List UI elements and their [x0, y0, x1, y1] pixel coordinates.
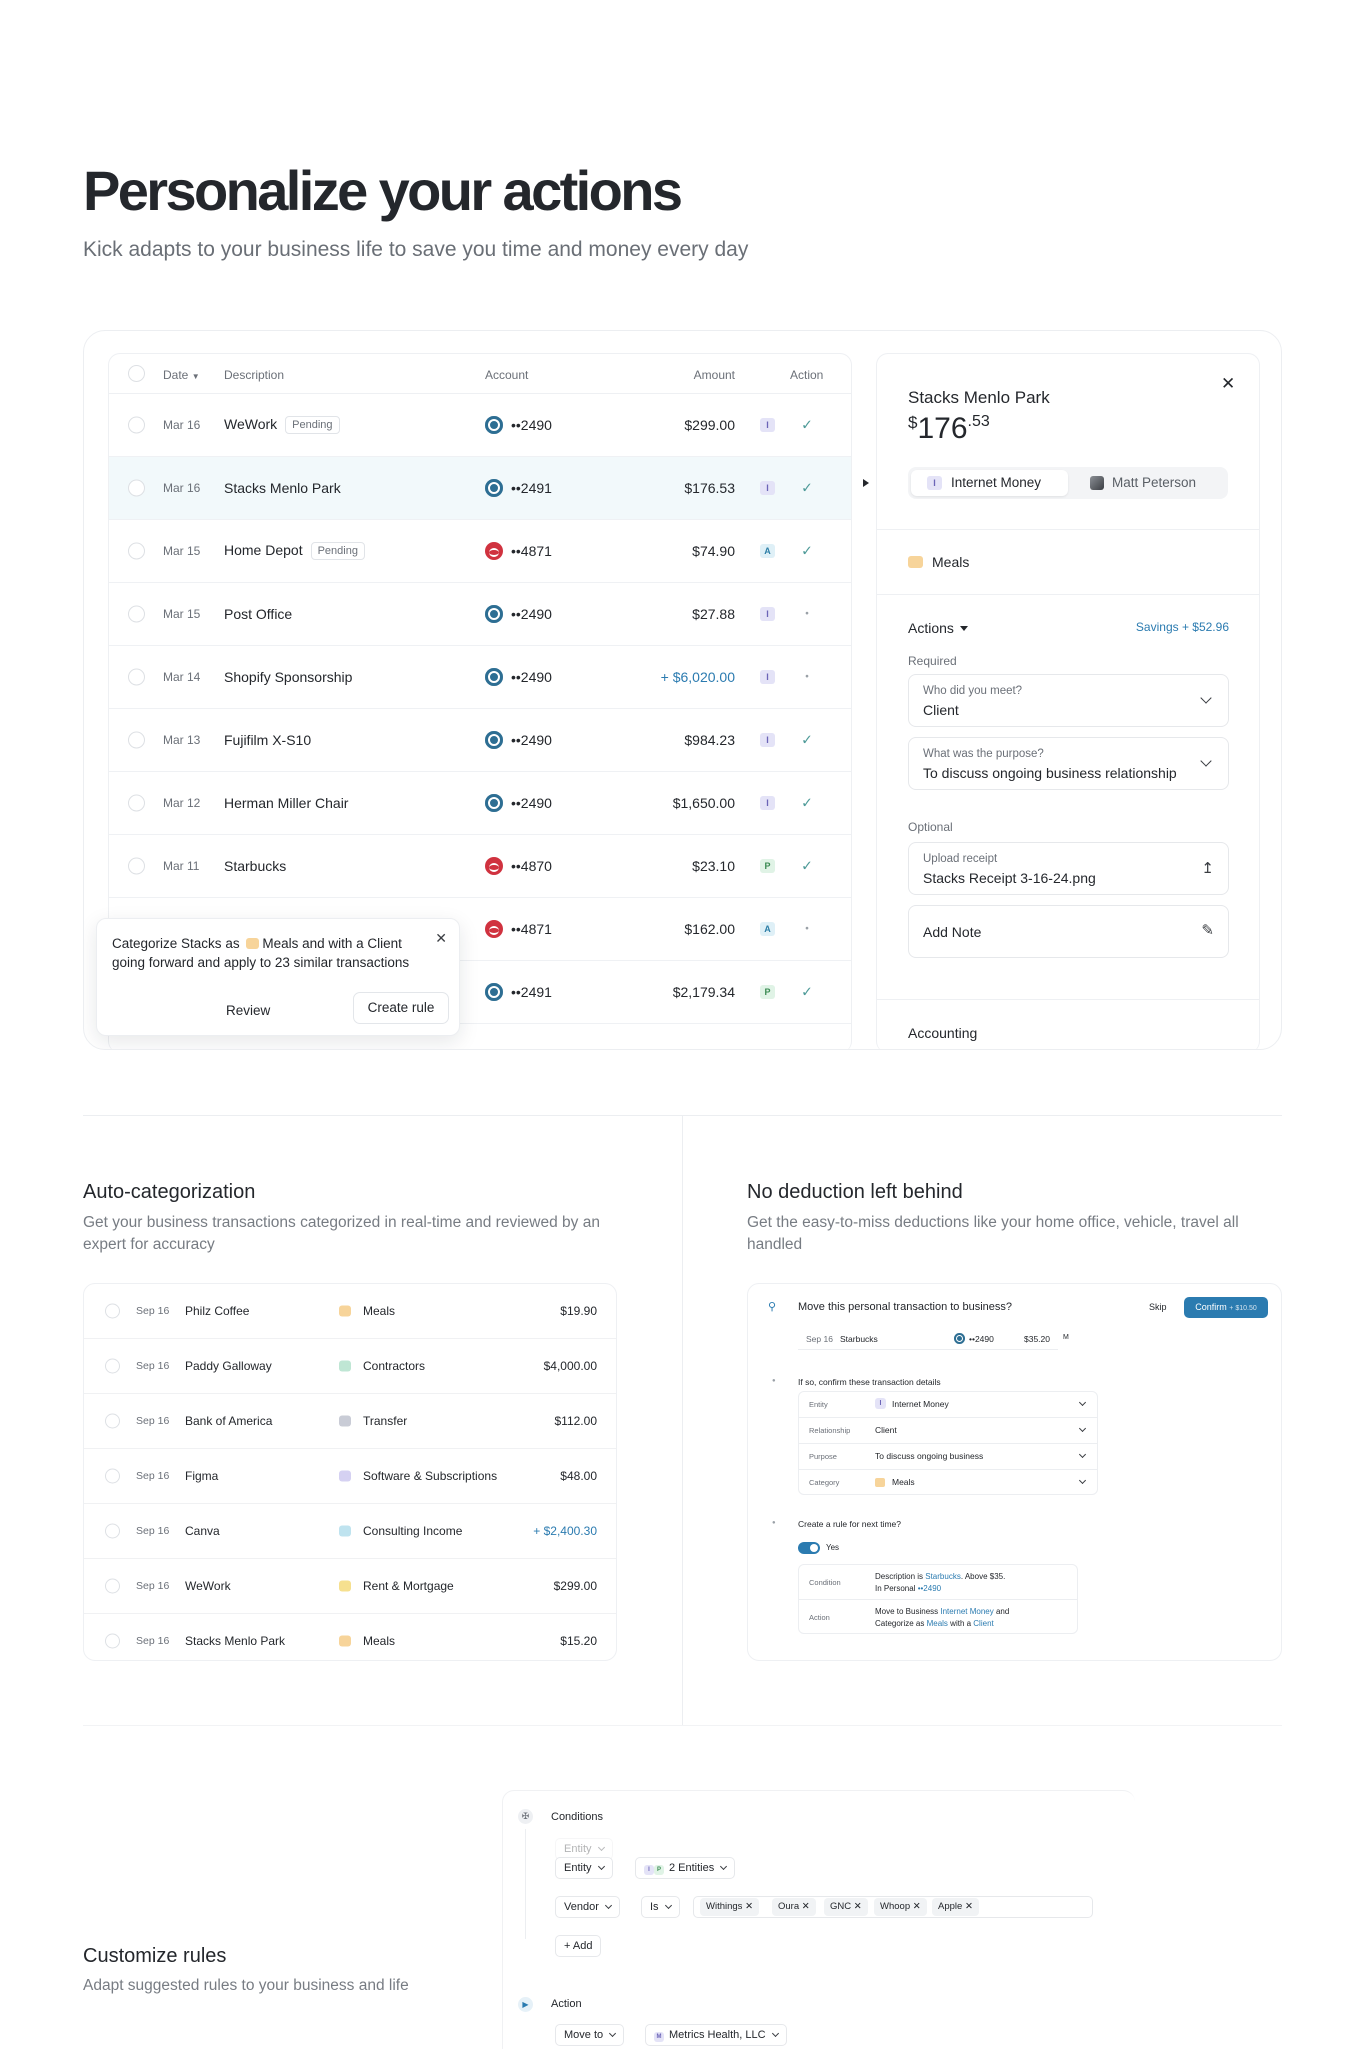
auto-categorization-title: Auto-categorization	[83, 1181, 256, 1203]
row-checkbox[interactable]	[128, 732, 145, 749]
row-date: Mar 15	[163, 607, 201, 621]
table-row[interactable]	[109, 520, 851, 583]
row-checkbox[interactable]	[128, 543, 145, 560]
row-description: Home Depot Pending	[224, 542, 365, 560]
upload-icon[interactable]: ↥	[1201, 860, 1214, 877]
operator-select[interactable]: Is	[641, 1896, 680, 1918]
list-item[interactable]	[84, 1284, 616, 1339]
vendor-tag[interactable]: GNC ✕	[824, 1898, 868, 1916]
upload-receipt-field[interactable]: Upload receipt Stacks Receipt 3-16-24.png ↥	[908, 842, 1229, 895]
row-date: Sep 16	[136, 1525, 170, 1537]
detail-merchant: Stacks Menlo Park	[908, 388, 1050, 407]
row-description: Starbucks	[224, 858, 287, 874]
category-selector[interactable]: Meals	[908, 554, 969, 570]
vendor-tag[interactable]: Oura ✕	[772, 1898, 816, 1916]
step-dot-icon: ●	[772, 1520, 776, 1526]
deduction-title: No deduction left behind	[747, 1181, 963, 1203]
row-checkbox[interactable]	[105, 1414, 120, 1429]
row-checkbox[interactable]	[128, 795, 145, 812]
entity-badge: A	[760, 544, 775, 558]
row-account: ••2491	[511, 984, 552, 1000]
amount-column-header: Amount	[693, 368, 735, 382]
bank-icon	[485, 857, 503, 875]
category-icon	[339, 1581, 351, 1592]
who-did-you-meet-select[interactable]: Who did you meet? Client	[908, 674, 1229, 727]
rules-editor-card	[502, 1790, 1135, 2049]
rule-suggestion-popup	[96, 918, 460, 1036]
bank-icon	[485, 983, 503, 1001]
row-amount: $2,179.34	[672, 984, 735, 1000]
bank-icon	[485, 731, 503, 749]
row-date: Sep 16	[136, 1415, 170, 1427]
selected-row-pointer-icon	[863, 479, 869, 487]
category-icon	[339, 1526, 351, 1537]
row-date: Sep 16	[136, 1470, 170, 1482]
divider	[877, 999, 1259, 1000]
row-category: Software & Subscriptions	[363, 1469, 498, 1483]
row-amount: $299.00	[553, 1579, 597, 1593]
vendor-tag[interactable]: Whoop ✕	[874, 1898, 927, 1916]
entity-badge: I	[760, 733, 775, 747]
avatar	[1090, 476, 1104, 490]
list-item[interactable]	[84, 1559, 616, 1614]
row-date: Mar 12	[163, 796, 201, 810]
row-checkbox[interactable]	[105, 1304, 120, 1319]
chevron-down-icon	[605, 1902, 612, 1909]
row-amount: $299.00	[684, 417, 735, 433]
meals-icon	[246, 938, 259, 949]
confirm-details-label: If so, confirm these transaction details	[798, 1377, 941, 1387]
row-date: Mar 11	[163, 859, 200, 873]
entity-badge: I	[875, 1398, 886, 1409]
divider	[877, 594, 1259, 595]
row-checkbox[interactable]	[128, 858, 145, 875]
account-column-header: Account	[485, 368, 529, 382]
chevron-down-icon	[1200, 755, 1211, 766]
entity-option[interactable]: I Internet Money	[911, 470, 1068, 496]
auto-categorization-subtitle: Get your business transactions categorized in real-time and reviewed by an expert for accuracy	[83, 1214, 600, 1253]
meals-icon	[908, 556, 923, 568]
dot-icon[interactable]: •	[805, 923, 809, 935]
search-icon: ⚲	[768, 1301, 777, 1313]
bank-icon	[485, 479, 503, 497]
row-amount: $15.20	[560, 1634, 597, 1648]
row-category: Rent & Mortgage	[363, 1579, 454, 1593]
entity-badge: I	[760, 796, 775, 810]
entity-person-toggle	[908, 467, 1228, 499]
transaction-details-form	[798, 1391, 1098, 1495]
table-row[interactable]	[109, 709, 851, 772]
category-select[interactable]: Category Meals	[799, 1470, 1097, 1496]
category-icon	[339, 1361, 351, 1372]
table-row[interactable]	[109, 772, 851, 835]
detail-amount: $^{\$}176^{.53}$	[908, 412, 990, 445]
deduction-subtitle: Get the easy-to-miss deductions like your home office, vehicle, travel all handled	[747, 1214, 1239, 1253]
row-amount: $176.53	[684, 480, 735, 496]
action-label: Action	[551, 1998, 582, 2010]
row-category: Meals	[363, 1634, 396, 1648]
row-amount: $23.10	[692, 858, 735, 874]
entity-badge: I	[760, 607, 775, 621]
row-amount: + $6,020.00	[660, 669, 735, 685]
confirm-button[interactable]: Confirm + $10.50	[1184, 1297, 1268, 1318]
bank-icon	[954, 1333, 965, 1344]
date-column-header[interactable]: Date ▼	[163, 368, 200, 382]
row-description: Herman Miller Chair	[224, 795, 349, 811]
entity-badge: I	[760, 670, 775, 684]
chevron-down-icon	[609, 2030, 616, 2037]
row-category: Contractors	[363, 1359, 426, 1373]
row-name: WeWork	[185, 1579, 231, 1593]
entity-badge: M	[1063, 1334, 1069, 1341]
vendor-tag[interactable]: Apple ✕	[932, 1898, 979, 1916]
popup-text: Categorize Stacks as Meals and with a Client going forward and apply to 23 similar transactions	[112, 936, 410, 970]
create-rule-button[interactable]: Create rule	[353, 992, 449, 1024]
description-column-header: Description	[224, 368, 285, 382]
row-description: WeWork Pending	[224, 416, 340, 434]
toggle-label: Yes	[826, 1543, 840, 1552]
row-account: ••2490	[511, 732, 552, 748]
page-subtitle: Kick adapts to your business life to save you time and money every day	[83, 238, 749, 261]
connector-line	[525, 1829, 526, 1939]
chevron-down-icon	[772, 2030, 779, 2037]
action-type-select[interactable]: Move to	[555, 2024, 624, 2046]
chevron-down-icon	[665, 1902, 672, 1909]
entity-badge: I	[760, 481, 775, 495]
row-description: Post Office	[224, 606, 293, 622]
row-checkbox[interactable]	[128, 417, 145, 434]
row-amount: $19.90	[560, 1304, 597, 1318]
create-rule-question: Create a rule for next time?	[798, 1519, 901, 1529]
entity-badge: I	[760, 418, 775, 432]
bank-icon	[485, 416, 503, 434]
row-date: Mar 14	[163, 670, 201, 684]
row-description: Fujifilm X-S10	[224, 732, 312, 748]
customize-rules-title: Customize rules	[83, 1945, 227, 1967]
row-account: ••2490	[511, 417, 552, 433]
bank-icon	[485, 794, 503, 812]
customize-rules-subtitle: Adapt suggested rules to your business and life	[83, 1977, 409, 1994]
required-label: Required	[908, 654, 957, 668]
close-icon[interactable]: ✕	[1221, 374, 1236, 393]
relationship-select[interactable]: Relationship Client	[799, 1418, 1097, 1444]
row-name: Figma	[185, 1469, 219, 1483]
entities-select[interactable]: I P 2 Entities	[635, 1857, 735, 1879]
accounting-section-label: Accounting	[908, 1025, 978, 1041]
check-icon[interactable]: ✓	[801, 794, 813, 811]
add-note-field[interactable]: Add Note ✎	[908, 905, 1229, 958]
row-checkbox[interactable]	[128, 606, 145, 623]
chevron-down-icon	[1079, 1425, 1086, 1432]
table-row[interactable]	[109, 583, 851, 646]
row-date: Mar 15	[163, 544, 201, 558]
check-icon[interactable]: ✓	[801, 542, 813, 559]
row-date: Sep 16	[136, 1305, 170, 1317]
conditions-label: Conditions	[551, 1811, 603, 1823]
vendor-select[interactable]: Vendor	[555, 1896, 620, 1918]
bank-icon	[485, 920, 503, 938]
chevron-down-icon	[597, 1863, 604, 1870]
row-checkbox[interactable]	[105, 1579, 120, 1594]
step-dot-icon: ●	[772, 1378, 776, 1384]
action-column-header: Action	[790, 368, 824, 382]
review-button[interactable]: Review	[226, 1003, 271, 1018]
pending-badge: Pending	[311, 542, 365, 560]
row-name: Bank of America	[185, 1414, 273, 1428]
caret-down-icon	[960, 626, 968, 631]
table-header	[109, 354, 851, 394]
close-icon[interactable]: ✕	[435, 930, 447, 946]
entity-select[interactable]: Entity	[555, 1857, 613, 1879]
list-item[interactable]	[84, 1449, 616, 1504]
dot-icon[interactable]: •	[805, 608, 809, 620]
purpose-select[interactable]: Purpose To discuss ongoing business	[799, 1444, 1097, 1470]
dot-icon[interactable]: •	[805, 671, 809, 683]
vendor-tag[interactable]: Withings ✕	[700, 1898, 759, 1916]
row-name: Philz Coffee	[185, 1304, 250, 1318]
row-account: ••2491	[511, 480, 552, 496]
entity-badge: A	[760, 922, 775, 936]
vendor-tags-input[interactable]	[693, 1896, 1093, 1918]
optional-label: Optional	[908, 820, 953, 834]
row-checkbox[interactable]	[128, 480, 145, 497]
check-icon[interactable]: ✓	[801, 857, 813, 874]
pencil-icon[interactable]: ✎	[1201, 922, 1214, 939]
table-row[interactable]	[109, 835, 851, 898]
chevron-down-icon	[1079, 1399, 1086, 1406]
deduction-card	[747, 1283, 1282, 1661]
table-row[interactable]	[109, 457, 851, 520]
row-name: Stacks Menlo Park	[185, 1634, 286, 1648]
row-account: ••2490	[511, 606, 552, 622]
row-description: Shopify Sponsorship	[224, 669, 353, 685]
savings-value: Savings + $52.96	[1135, 620, 1229, 634]
row-account: ••2490	[511, 795, 552, 811]
divider	[877, 529, 1259, 530]
row-amount: $4,000.00	[543, 1359, 597, 1373]
category-icon	[339, 1416, 351, 1427]
table-row[interactable]	[109, 394, 851, 457]
category-icon	[339, 1636, 351, 1647]
row-amount: + $2,400.30	[533, 1524, 597, 1538]
create-rule-toggle[interactable]	[798, 1542, 820, 1554]
bank-icon	[485, 542, 503, 560]
row-date: Sep 16	[136, 1360, 170, 1372]
category-icon	[339, 1471, 351, 1482]
deduction-question: Move this personal transaction to business?	[798, 1301, 1013, 1313]
bank-icon	[485, 668, 503, 686]
list-item[interactable]	[84, 1339, 616, 1394]
entity-badge: P	[760, 985, 775, 999]
auto-categorization-card	[83, 1283, 617, 1661]
pending-badge: Pending	[285, 416, 339, 434]
row-amount: $1,650.00	[672, 795, 735, 811]
row-account: ••2490	[511, 669, 552, 685]
entity-select-ghost: Entity	[555, 1838, 613, 1860]
row-amount: $162.00	[684, 921, 735, 937]
row-account: ••4871	[511, 921, 552, 937]
purpose-select[interactable]: What was the purpose? To discuss ongoing business relationship	[908, 737, 1229, 790]
row-category: Consulting Income	[363, 1524, 463, 1538]
row-description: Stacks Menlo Park	[224, 480, 341, 496]
row-date: Sep 16	[136, 1580, 170, 1592]
section-divider	[83, 1725, 1282, 1726]
entity-badge: I	[927, 476, 942, 490]
check-icon[interactable]: ✓	[801, 983, 813, 1000]
bank-icon	[485, 605, 503, 623]
play-icon: ▶	[518, 1997, 533, 2012]
row-amount: $74.90	[692, 543, 735, 559]
rule-condition-row: Condition Description is Starbucks. Above $35. In Personal ••2490	[799, 1565, 1077, 1600]
chevron-down-icon	[1079, 1477, 1086, 1484]
row-checkbox[interactable]	[105, 1359, 120, 1374]
add-condition-button[interactable]: + Add	[555, 1935, 601, 1957]
check-icon[interactable]: ✓	[801, 731, 813, 748]
row-date: Mar 13	[163, 733, 201, 747]
row-amount: $984.23	[684, 732, 735, 748]
skip-button[interactable]: Skip	[1149, 1302, 1167, 1312]
demo-card	[83, 330, 1282, 1050]
select-all-checkbox[interactable]	[128, 365, 145, 382]
actions-dropdown[interactable]: Actions	[908, 620, 968, 636]
person-option[interactable]: Matt Peterson	[1090, 470, 1196, 496]
row-checkbox[interactable]	[105, 1524, 120, 1539]
row-account: ••4870	[511, 858, 552, 874]
meals-icon	[875, 1478, 885, 1487]
list-item[interactable]	[84, 1394, 616, 1449]
rule-preview	[798, 1564, 1078, 1634]
transaction-row[interactable]: Sep 16 Starbucks ••2490 $35.20	[798, 1328, 1058, 1350]
list-item[interactable]	[84, 1614, 616, 1661]
check-icon[interactable]: ✓	[801, 416, 813, 433]
row-amount: $112.00	[554, 1414, 597, 1428]
row-date: Sep 16	[136, 1635, 170, 1647]
transaction-detail-panel	[876, 353, 1260, 1050]
row-category: Transfer	[363, 1414, 408, 1428]
row-amount: $48.00	[560, 1469, 597, 1483]
chevron-down-icon	[720, 1863, 727, 1870]
row-account: ••4871	[511, 543, 552, 559]
row-checkbox[interactable]	[105, 1634, 120, 1649]
table-row[interactable]	[109, 646, 851, 709]
chevron-down-icon	[1200, 692, 1211, 703]
page-title: Personalize your actions	[83, 159, 681, 222]
category-icon	[339, 1306, 351, 1317]
row-name: Canva	[185, 1524, 220, 1538]
entity-select[interactable]: Entity I Internet Money	[799, 1392, 1097, 1418]
row-checkbox[interactable]	[128, 669, 145, 686]
row-checkbox[interactable]	[105, 1469, 120, 1484]
row-amount: $27.88	[692, 606, 735, 622]
chevron-down-icon	[1079, 1451, 1086, 1458]
row-category: Meals	[363, 1304, 396, 1318]
rule-action-row: Action Move to Business Internet Money and Categorize as Meals with a Client	[809, 1607, 1010, 1628]
branch-icon: ✠	[518, 1809, 533, 1824]
section-divider	[682, 1115, 683, 1725]
list-item[interactable]	[84, 1504, 616, 1559]
check-icon[interactable]: ✓	[801, 479, 813, 496]
row-date: Mar 16	[163, 481, 201, 495]
destination-select[interactable]: M Metrics Health, LLC	[645, 2024, 787, 2046]
row-date: Mar 16	[163, 418, 201, 432]
entity-badge: P	[760, 859, 775, 873]
row-name: Paddy Galloway	[185, 1359, 272, 1373]
